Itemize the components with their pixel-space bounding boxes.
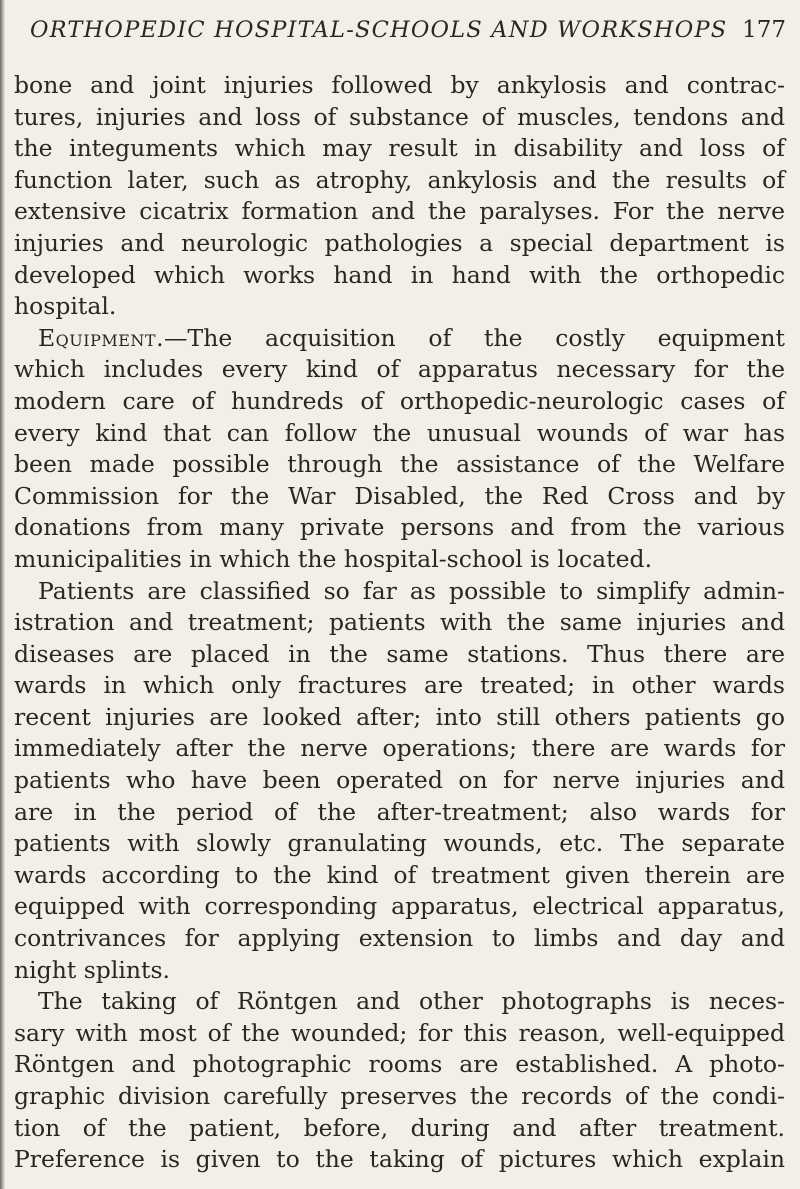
text-line: Röntgen and photographic rooms are established. A photo- — [14, 1050, 785, 1079]
text-line: donations from many private persons and from the various — [14, 513, 785, 542]
text-line: injuries and neurologic pathologies a special department is — [14, 228, 785, 257]
section-run-in-heading: Equipment. — [38, 323, 165, 352]
text-line: diseases are placed in the same stations. Thus there are — [14, 639, 785, 668]
text-line: bone and joint injuries followed by ankylosis and contrac- — [14, 71, 785, 99]
text-line: graphic division carefully preserves the records of the condi- — [14, 1082, 785, 1110]
text-line: extensive cicatrix formation and the paralyses. For the nerve — [14, 197, 785, 226]
running-header — [0, 14, 800, 54]
text-line: night splints. — [14, 955, 170, 984]
text-line: The taking of Röntgen and other photographs is neces- — [38, 987, 785, 1016]
text-line: tion of the patient, before, during and after treatment. — [14, 1113, 785, 1142]
text-line: been made possible through the assistance of the Welfare — [14, 450, 785, 479]
text-line: which includes every kind of apparatus necessary for the — [14, 355, 785, 384]
paragraph — [14, 576, 785, 987]
body-text — [14, 70, 785, 1176]
text-line: recent injuries are looked after; into still others patients go — [14, 702, 785, 731]
text-line: developed which works hand in hand with the orthopedic — [14, 260, 785, 289]
page-binding-edge — [0, 0, 5, 1189]
text-line: istration and treatment; patients with the same injuries and — [14, 608, 785, 637]
text-line: immediately after the nerve operations; there are wards for — [14, 734, 785, 763]
paragraph — [14, 70, 785, 323]
text-line: function later, such as atrophy, ankylosis and the results of — [14, 165, 785, 194]
text-line: are in the period of the after-treatment; also wards for — [14, 797, 785, 826]
running-header-title: ORTHOPEDIC HOSPITAL-SCHOOLS AND WORKSHOPS — [30, 17, 728, 43]
text-line: Commission for the War Disabled, the Red Cross and by — [14, 481, 785, 510]
text-line — [14, 323, 785, 355]
text-line: Patients are classified so far as possible to simplify admin- — [38, 576, 785, 605]
text-line-content: —The acquisition of the costly equipment — [164, 323, 785, 352]
text-line: tures, injuries and loss of substance of muscles, tendons and — [14, 102, 785, 131]
text-line: patients with slowly granulating wounds, etc. The separate — [14, 829, 785, 858]
text-line: wards according to the kind of treatment given therein are — [14, 860, 785, 889]
text-line: modern care of hundreds of orthopedic-neurologic cases of — [14, 386, 785, 415]
paragraph — [14, 323, 785, 576]
page-number: 177 — [742, 17, 786, 43]
text-line: municipalities in which the hospital-school is located. — [14, 544, 653, 573]
text-line: equipped with corresponding apparatus, electrical apparatus, — [14, 892, 785, 921]
text-line: hospital. — [14, 292, 117, 321]
text-line: wards in which only fractures are treated; in other wards — [14, 671, 785, 700]
text-line: Preference is given to the taking of pictures which explain — [14, 1145, 785, 1174]
text-line: contrivances for applying extension to limbs and day and — [14, 924, 785, 953]
text-line: sary with most of the wounded; for this reason, well-equipped — [14, 1018, 785, 1047]
text-line: patients who have been operated on for nerve injuries and — [14, 766, 785, 795]
text-line: every kind that can follow the unusual wounds of war has — [14, 418, 785, 447]
paragraph — [14, 986, 785, 1176]
text-line: the integuments which may result in disability and loss of — [14, 134, 785, 163]
